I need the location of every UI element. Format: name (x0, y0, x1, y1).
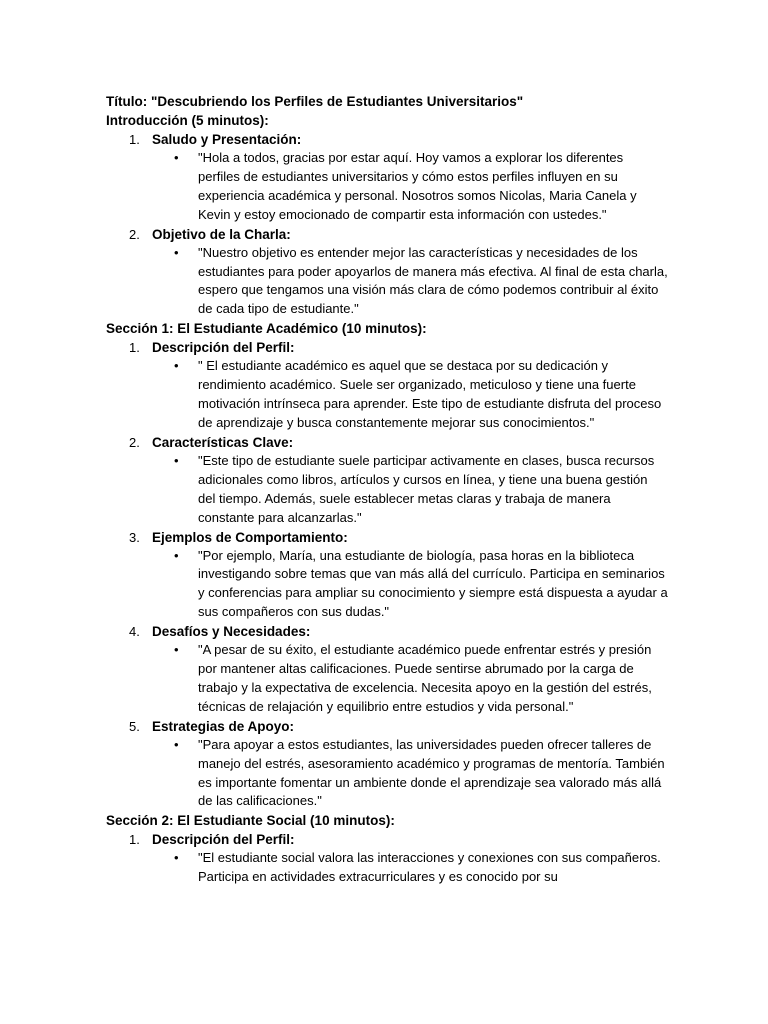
list-number: 1. (129, 340, 140, 356)
bullet-item (106, 452, 666, 528)
bullet-icon: • (174, 736, 179, 752)
bullet-item (106, 149, 666, 225)
list-item (106, 433, 666, 452)
item-title: Descripción del Perfil: (152, 832, 295, 848)
bullet-item (106, 357, 666, 433)
list-item (106, 622, 666, 641)
bullet-text: "Hola a todos, gracias por estar aquí. Hoy vamos a explorar los diferentes perfiles de estudiantes universitarios y cómo estos perfiles influyen en su experiencia académica y personal. Nosotros somos Nicolas, Maria Canela y Kevin y estoy emocionado de compartir esta información con ustedes." (198, 150, 637, 222)
bullet-item (106, 547, 666, 623)
section-heading-seccion-1: Sección 1: El Estudiante Académico (10 minutos): (106, 321, 427, 337)
list-number: 2. (129, 226, 140, 242)
item-title: Objetivo de la Charla: (152, 226, 291, 242)
bullet-text: "Por ejemplo, María, una estudiante de biología, pasa horas en la biblioteca investigando sobre temas que van más allá del currículo. Participa en seminarios y conferencias para ampliar su conocimiento y siempre está dispuesta a ayudar a sus compañeros con sus dudas." (198, 547, 668, 620)
list-item (106, 225, 666, 244)
bullet-item (106, 849, 666, 887)
list-number: 1. (129, 832, 140, 848)
bullet-text: "Nuestro objetivo es entender mejor las características y necesidades de los estudiantes para poder apoyarlos de manera más efectiva. Al final de esta charla, espero que tengamos una visión más clara de cómo podemos contribuir al éxito de cada tipo de estudiante." (198, 244, 668, 317)
bullet-icon: • (174, 244, 179, 260)
item-title: Descripción del Perfil: (152, 340, 295, 356)
section-heading-introduccion: Introducción (5 minutos): (106, 113, 269, 128)
item-title: Características Clave: (152, 434, 294, 450)
item-title: Desafíos y Necesidades: (152, 624, 311, 640)
list-number: 1. (129, 132, 140, 147)
document-page (106, 92, 666, 887)
bullet-icon: • (174, 850, 179, 866)
item-title: Saludo y Presentación: (152, 132, 302, 147)
bullet-text: "A pesar de su éxito, el estudiante académico puede enfrentar estrés y presión por mantener altas calificaciones. Puede sentirse abrumado por la carga de trabajo y la expectativa de excelencia. Necesita apoyo en la gestión del estrés, técnicas de relajación y equilibrio entre estudios y vida personal." (198, 642, 652, 714)
item-title: Ejemplos de Comportamiento: (152, 529, 348, 545)
section-heading-seccion-2: Sección 2: El Estudiante Social (10 minutos): (106, 813, 395, 829)
bullet-icon: • (174, 452, 179, 468)
list-number: 5. (129, 718, 140, 734)
bullet-text: "Para apoyar a estos estudiantes, las universidades pueden ofrecer talleres de manejo del estrés, asesoramiento académico y programas de mentoría. También es importante fomentar un ambiente donde el aprendizaje sea valorado más allá de las calificaciones." (198, 736, 665, 809)
list-item (106, 338, 666, 357)
list-item (106, 130, 666, 149)
list-item (106, 528, 666, 547)
bullet-text: "El estudiante social valora las interacciones y conexiones con sus compañeros. Participa en actividades extracurriculares y es conocido por su (198, 850, 661, 885)
list-number: 3. (129, 529, 140, 545)
bullet-icon: • (174, 150, 179, 165)
list-item (106, 717, 666, 736)
bullet-item (106, 736, 666, 812)
list-item (106, 830, 666, 849)
bullet-text: "Este tipo de estudiante suele participar activamente en clases, busca recursos adicionales como libros, artículos y cursos en línea, y tiene una buena gestión del tiempo. Además, suele establecer metas claras y trabaja de manera constante para alcanzarlas." (198, 452, 655, 525)
list-number: 4. (129, 624, 140, 640)
document-title: Título: "Descubriendo los Perfiles de Estudiantes Universitarios" (106, 94, 524, 109)
bullet-icon: • (174, 358, 179, 374)
bullet-text: " El estudiante académico es aquel que se destaca por su dedicación y rendimiento académico. Suele ser organizado, meticuloso y tiene una fuerte motivación intrínseca para aprender. Este tipo de estudiante disfruta del proceso de aprendizaje y busca constantemente mejorar sus conocimientos." (198, 358, 662, 430)
bullet-item (106, 641, 666, 717)
bullet-item (106, 244, 666, 320)
bullet-icon: • (174, 642, 179, 658)
bullet-icon: • (174, 547, 179, 563)
list-number: 2. (129, 434, 140, 450)
item-title: Estrategias de Apoyo: (152, 718, 295, 734)
